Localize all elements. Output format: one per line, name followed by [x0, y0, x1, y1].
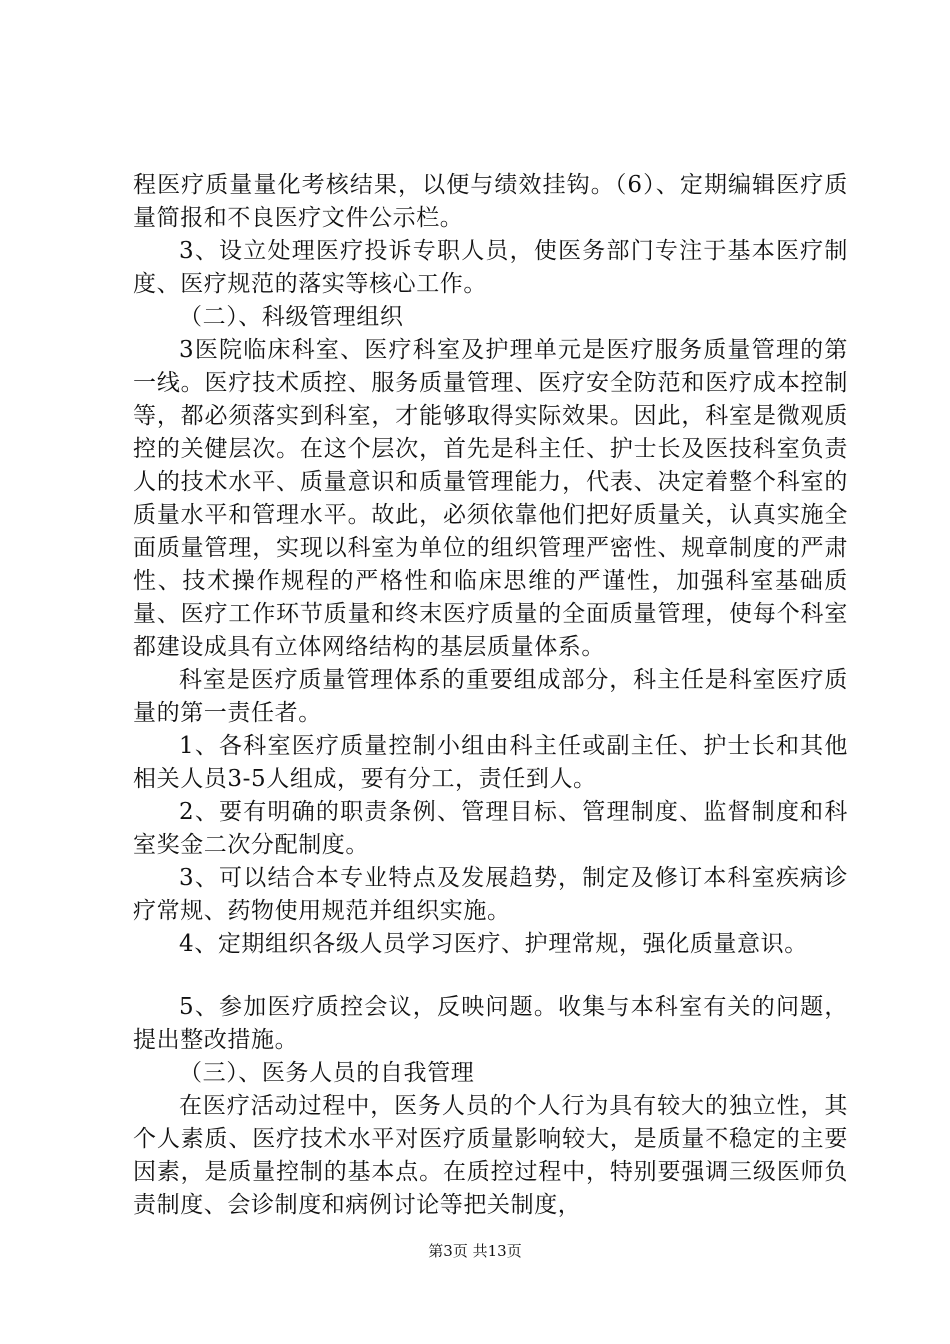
paragraph-self-management: 在医疗活动过程中，医务人员的个人行为具有较大的独立性，其个人素质、医疗技术水平对医疗质量影响较大，是质量不稳定的主要因素，是质量控制的基本点。在质控过程中，特别要强调三级医师负责制度、会诊制度和病例讨论等把关制度， — [133, 1093, 848, 1218]
paragraph-continuation: 程医疗质量量化考核结果，以便与绩效挂钩。（6）、定期编辑医疗质量简报和不良医疗文件公示栏。 — [133, 172, 848, 231]
list-item-5: 5、参加医疗质控会议，反映问题。收集与本科室有关的问题，提出整改措施。 — [133, 994, 848, 1053]
page-number-footer: 第3页 共13页 — [428, 1242, 522, 1260]
list-item-4: 4、定期组织各级人员学习医疗、护理常规，强化质量意识。 — [179, 931, 808, 957]
section-heading-department-management: （二）、科级管理组织 — [179, 304, 404, 330]
paragraph-department-director: 科室是医疗质量管理体系的重要组成部分，科主任是科室医疗质量的第一责任者。 — [133, 667, 848, 726]
list-item-1: 1、各科室医疗质量控制小组由科主任或副主任、护士长和其他相关人员3-5人组成，要有分工，责任到人。 — [133, 733, 848, 792]
paragraph-item-3-complaints: 3、设立处理医疗投诉专职人员，使医务部门专注于基本医疗制度、医疗规范的落实等核心工作。 — [133, 238, 848, 297]
document-body — [133, 169, 848, 1222]
section-heading-self-management: （三）、医务人员的自我管理 — [179, 1060, 475, 1086]
list-item-2: 2、要有明确的职责条例、管理目标、管理制度、监督制度和科室奖金二次分配制度。 — [133, 799, 848, 858]
paragraph-department-frontline: 3医院临床科室、医疗科室及护理单元是医疗服务质量管理的第一线。医疗技术质控、服务质量管理、医疗安全防范和医疗成本控制等，都必须落实到科室，才能够取得实际效果。因此，科室是微观质控的关健层次。在这个层次，首先是科主任、护士长及医技科室负责人的技术水平、质量意识和质量管理能力，代表、决定着整个科室的质量水平和管理水平。故此，必须依靠他们把好质量关，认真实施全面质量管理，实现以科室为单位的组织管理严密性、规章制度的严肃性、技术操作规程的严格性和临床思维的严谨性，加强科室基础质量、医疗工作环节质量和终末医疗质量的全面质量管理，使每个科室都建设成具有立体网络结构的基层质量体系。 — [133, 337, 848, 660]
list-item-3: 3、可以结合本专业特点及发展趋势，制定及修订本科室疾病诊疗常规、药物使用规范并组织实施。 — [133, 865, 848, 924]
